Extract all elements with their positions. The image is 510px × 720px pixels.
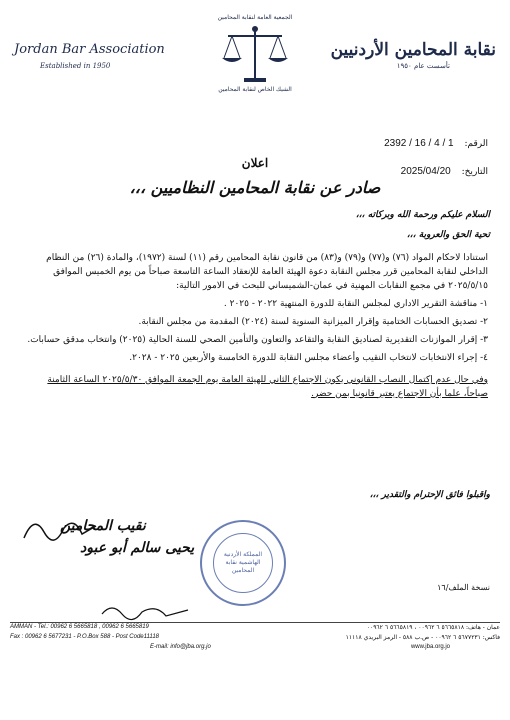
document-date <box>401 166 488 177</box>
letterhead-en-title: Jordan Bar Association <box>14 42 165 57</box>
body-intro: استنادا لاحكام المواد (٧٦) و(٧٧) و(٧٩) و(٨٣) من قانون نقابة المحامين رقم (١١) لسنة (١٩٧٢)، والمادة (٢٦) من النظام الداخلي لنقابة المحامين قرر مجلس النقابة دعوة الهيئة العامة للإنعقاد الساعة التاسعة صباحاً من يوم الخميس الموافق ٢٠٢٥/٥/١٥ في مجمع النقابات المهنية في عمان-الشميساني للبحث في الامور التالية: <box>46 253 488 291</box>
announcement-title: اعلان <box>241 156 269 170</box>
agenda-item-1: ١- مناقشة التقرير الاداري لمجلس النقابة للدورة المنتهية ٢٠٢٢ - ٢٠٢٥ . <box>223 298 488 309</box>
scales-of-justice-icon <box>220 24 290 86</box>
reference-label: الرقم: <box>464 139 488 149</box>
issued-by-heading: صادر عن نقابة المحامين النظاميين ،،، <box>129 178 381 197</box>
file-copy-number: نسخة الملف/١٦ <box>437 583 490 592</box>
footer-ar-fax: فاكس: ٥٦٧٧٢٣١ ٦ ٠٠٩٦٢ - ص.ب ٥٨٨ - الرمز البريدي ١١١١٨ <box>345 634 500 641</box>
agenda-item-3: ٣- إقرار الموازنات التقديرية لصناديق النقابة والتقاعد والتعاون والتأمين الصحي للسنة الحالية (٢٠٢٥) وانتخاب مدقق حسابات. <box>27 334 488 345</box>
date-value: 2025/04/20 <box>400 166 451 177</box>
footer-divider <box>10 622 500 623</box>
footer-email[interactable]: E-mail: info@jba.org.jo <box>150 644 211 650</box>
date-label: التاريخ: <box>461 167 488 177</box>
letterhead-en-subtitle: Established in 1950 <box>40 62 111 70</box>
footer-en-fax: Fax : 00962 6 5677231 - P.O.Box 588 - Post Code11118 <box>10 634 159 640</box>
announcement-body <box>22 252 488 405</box>
footer-ar-phone: عمان - هاتف: ٥٦٦٥٨١٨ ٦ ٠٠٩٦٢ ، ٥٦٦٥٨١٩ ٦ ٠٠٩٦٢ <box>366 624 500 631</box>
letterhead-ar-title: نقابة المحامين الأردنيين <box>330 40 496 60</box>
signatory-name: يحيى سالم أبو عبود <box>80 540 195 556</box>
footer-en-phone: AMMAN - Tel.: 00962 6 5665818 , 00962 6 5665819 <box>10 624 149 630</box>
greeting-line-1: السلام عليكم ورحمة الله وبركاته ،،، <box>355 210 490 220</box>
signatory-title: نقيب المحامين <box>60 518 146 534</box>
greeting-line-2: تحية الحق والعروبة ،،، <box>406 230 490 240</box>
closing-line: واقبلوا فائق الإحترام والتقدير ،،، <box>369 490 490 500</box>
footer-website[interactable]: www.jba.org.jo <box>410 644 450 650</box>
reference-number <box>384 138 488 149</box>
official-seal <box>200 520 286 606</box>
letterhead-ar-subtitle: تأسست عام ١٩٥٠ <box>396 62 450 70</box>
handwritten-initials <box>100 600 190 622</box>
crest-caption-top: الجمعية العامة لنقابة المحامين <box>217 14 293 21</box>
quorum-condition: وفي حال عدم إكتمال النصاب القانوني يكون الاجتماع الثاني للهيئة العامة يوم الجمعة الموافق ٢٠٢٥/٥/٣٠ الساعة الثامنة صباحاً، علما بأن الاجتماع يعتبر قانونيا بمن حضر. <box>47 374 488 399</box>
reference-value: 2392 / 16 / 4 / 1 <box>384 138 454 149</box>
crest-caption-bottom: الشيك الخاص لنقابة المحامين <box>218 86 292 93</box>
agenda-item-4: ٤- إجراء الانتخابات لانتخاب النقيب وأعضاء مجلس النقابة للدورة الخامسة والأربعين ٢٠٢٥ - ٢٠٢٨. <box>129 352 488 363</box>
seal-text: المملكة الأردنية الهاشمية نقابة المحامين <box>213 533 273 593</box>
agenda-item-2: ٢- تصديق الحسابات الختامية وإقرار الميزانية السنوية لسنة (٢٠٢٤) المقدمة من مجلس النقابة. <box>138 316 488 327</box>
